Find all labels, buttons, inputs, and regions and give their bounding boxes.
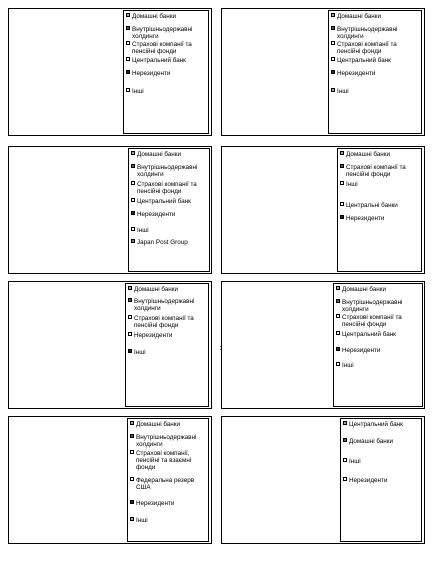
legend-item: [128, 349, 207, 356]
legend-label: Нерезиденти: [134, 332, 173, 339]
legend-item: [131, 151, 208, 158]
legend-swatch: [343, 477, 347, 481]
legend-swatch: [336, 362, 340, 366]
legend-swatch: [343, 458, 347, 462]
legend-swatch: [126, 41, 130, 45]
legend-item: [331, 70, 420, 77]
legend-swatch: [331, 57, 335, 61]
legend-label: Внутрішньодержавні холдинги: [337, 26, 398, 40]
legend-item: [130, 517, 207, 524]
legend-swatch: [340, 164, 344, 168]
chart-legend: [333, 283, 423, 407]
chart-legend: [328, 10, 422, 134]
legend-swatch: [130, 517, 134, 521]
legend-label: Нерезиденти: [337, 70, 376, 77]
legend-label: Центральний банк: [342, 331, 396, 338]
legend-swatch: [126, 13, 130, 17]
legend-item: [331, 88, 420, 95]
legend-item: [343, 458, 420, 465]
legend-swatch: [336, 314, 340, 318]
legend-label: Інші: [132, 88, 144, 95]
legend-item: [131, 211, 208, 218]
legend-label: Інші: [349, 458, 361, 465]
legend-item: [331, 13, 420, 20]
legend-label: Страхові компанії, пенсійні та взаємні фонди: [136, 450, 192, 471]
legend-item: [331, 26, 420, 40]
chart-legend: [123, 10, 209, 134]
legend-label: Нерезиденти: [136, 500, 175, 507]
legend-label: Нерезиденти: [137, 211, 176, 218]
legend-item: [130, 421, 207, 428]
legend-swatch: [336, 347, 340, 351]
legend-item: [128, 286, 207, 293]
legend-item: [131, 181, 208, 195]
legend-swatch: [126, 57, 130, 61]
legend-swatch: [131, 211, 135, 215]
chart-legend: [340, 418, 422, 542]
legend-label: Страхові компанії та пенсійні фонди: [342, 314, 402, 328]
chart-legend: [128, 148, 210, 272]
legend-label: Домашні банки: [342, 286, 387, 293]
legend-label: Центральний банк: [337, 57, 391, 64]
legend-item: [130, 434, 207, 448]
chart-legend: [337, 148, 422, 272]
legend-item: [340, 202, 420, 209]
legend-label: Домашні банки: [349, 438, 394, 445]
chart-legend: [125, 283, 209, 407]
legend-swatch: [340, 181, 344, 185]
legend-label: Домашні банки: [134, 286, 179, 293]
legend-item: [340, 151, 420, 158]
legend-item: [126, 13, 207, 20]
legend-item: [131, 227, 208, 234]
legend-item: [131, 239, 208, 246]
legend-swatch: [331, 41, 335, 45]
legend-item: [130, 477, 207, 491]
legend-label: Внутрішньодержавні холдинги: [342, 299, 403, 313]
legend-label: Центральний банк: [349, 421, 403, 428]
legend-swatch: [128, 315, 132, 319]
legend-item: [336, 362, 421, 369]
legend-item: [128, 298, 207, 312]
legend-label: Домашні банки: [132, 13, 177, 20]
legend-swatch: [130, 421, 134, 425]
legend-item: [126, 57, 207, 64]
legend-item: [340, 164, 420, 178]
legend-swatch: [343, 421, 347, 425]
legend-label: Інші: [337, 88, 349, 95]
legend-item: [131, 198, 208, 205]
legend-item: [336, 314, 421, 328]
legend-swatch: [130, 500, 134, 504]
legend-item: [130, 500, 207, 507]
legend-item: [130, 450, 207, 471]
legend-item: [336, 347, 421, 354]
legend-label: Інші: [342, 362, 354, 369]
legend-item: [126, 26, 207, 40]
legend-item: [126, 88, 207, 95]
legend-swatch: [126, 26, 130, 30]
legend-swatch: [331, 13, 335, 17]
legend-label: Інші: [136, 517, 148, 524]
legend-label: Внутрішньодержавні холдинги: [136, 434, 197, 448]
legend-item: [331, 41, 420, 55]
legend-swatch: [331, 70, 335, 74]
legend-swatch: [131, 181, 135, 185]
legend-item: [336, 286, 421, 293]
legend-item: [343, 421, 420, 428]
legend-item: [343, 438, 420, 445]
legend-label: Страхові компанії та пенсійні фонди: [137, 181, 197, 195]
legend-swatch: [336, 286, 340, 290]
legend-item: [126, 41, 207, 55]
legend-swatch: [336, 331, 340, 335]
legend-label: Центральні банки: [346, 202, 398, 209]
legend-label: Центральний банк: [137, 198, 191, 205]
legend-label: Внутрішньодержавні холдинги: [134, 298, 195, 312]
chart-legend: [127, 418, 209, 542]
legend-swatch: [131, 239, 135, 243]
legend-label: Внутрішньодержавні холдинги: [132, 26, 193, 40]
legend-swatch: [130, 477, 134, 481]
legend-swatch: [340, 215, 344, 219]
legend-label: Інші: [346, 181, 358, 188]
legend-swatch: [126, 70, 130, 74]
legend-swatch: [128, 332, 132, 336]
legend-swatch: [331, 88, 335, 92]
legend-label: Домашні банки: [136, 421, 181, 428]
legend-swatch: [131, 227, 135, 231]
legend-label: Нерезиденти: [346, 215, 385, 222]
legend-label: Нерезиденти: [342, 347, 381, 354]
legend-label: Страхові компанії та пенсійні фонди: [134, 315, 194, 329]
legend-label: Домашні банки: [346, 151, 391, 158]
legend-label: Нерезиденти: [132, 70, 171, 77]
legend-item: [336, 331, 421, 338]
legend-item: [331, 57, 420, 64]
legend-swatch: [130, 450, 134, 454]
legend-swatch: [131, 164, 135, 168]
legend-label: Внутрішньодержавні холдинги: [137, 164, 198, 178]
legend-swatch: [131, 198, 135, 202]
legend-item: [340, 215, 420, 222]
legend-swatch: [340, 151, 344, 155]
legend-swatch: [331, 26, 335, 30]
legend-swatch: [128, 349, 132, 353]
legend-swatch: [130, 434, 134, 438]
legend-label: Федеральна резерв США: [136, 477, 195, 491]
legend-swatch: [336, 299, 340, 303]
legend-label: Домашні банки: [137, 151, 182, 158]
legend-label: Japan Post Group: [137, 239, 188, 246]
legend-swatch: [128, 298, 132, 302]
legend-item: [128, 315, 207, 329]
legend-label: Страхові компанії та пенсійні фонди: [337, 41, 397, 55]
legend-label: Нерезиденти: [349, 477, 388, 484]
legend-item: [340, 181, 420, 188]
legend-item: [126, 70, 207, 77]
legend-label: Страхові компанії та пенсійні фонди: [346, 164, 406, 178]
legend-swatch: [340, 202, 344, 206]
legend-label: Інші: [137, 227, 149, 234]
legend-label: Інші: [134, 349, 146, 356]
legend-swatch: [343, 438, 347, 442]
legend-swatch: [128, 286, 132, 290]
legend-item: [336, 299, 421, 313]
legend-label: Страхові компанії та пенсійні фонди: [132, 41, 192, 55]
legend-item: [343, 477, 420, 484]
legend-swatch: [126, 88, 130, 92]
legend-item: [128, 332, 207, 339]
legend-item: [131, 164, 208, 178]
legend-label: Центральний банк: [132, 57, 186, 64]
legend-label: Домашні банки: [337, 13, 382, 20]
legend-swatch: [131, 151, 135, 155]
